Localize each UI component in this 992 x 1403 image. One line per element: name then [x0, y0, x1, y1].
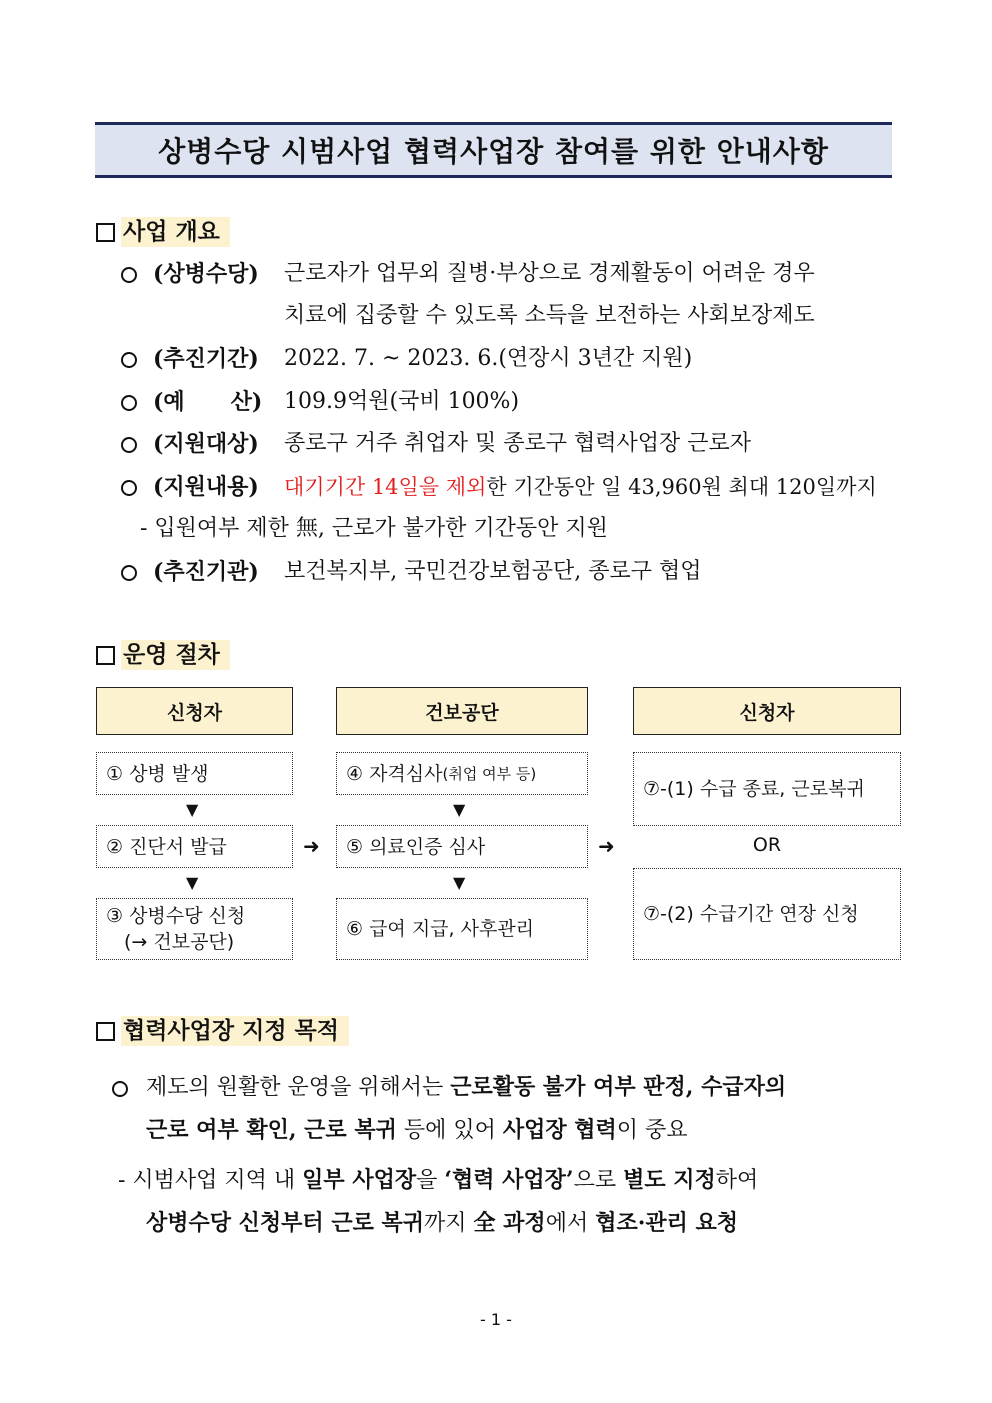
section-overview-heading — [96, 217, 230, 247]
flow-step-5: ⑤ 의료인증 심사 — [336, 825, 588, 868]
item-value: 종로구 거주 취업자 및 종로구 협력사업장 근로자 — [284, 431, 752, 456]
circle-bullet-icon — [121, 565, 137, 581]
flow-step-4-label: ④ 자격심사 — [346, 762, 443, 785]
bold-text: 사업장 협력 — [502, 1117, 617, 1143]
circle-bullet-icon — [121, 395, 137, 411]
text: - 시범사업 지역 내 — [118, 1168, 303, 1193]
flow-step-1: ① 상병 발생 — [96, 752, 293, 795]
flow-step-3-line1: ③ 상병수당 신청 — [106, 905, 246, 927]
section-label: 운영 절차 — [121, 640, 230, 670]
text: 등에 있어 — [396, 1118, 503, 1143]
flow-step-7-2: ⑦-(2) 수급기간 연장 신청 — [633, 868, 901, 960]
item-label: (지원대상) — [153, 431, 259, 457]
flow-step-2: ② 진단서 발급 — [96, 825, 293, 868]
section-label: 협력사업장 지정 목적 — [121, 1016, 349, 1046]
item-value — [284, 472, 877, 502]
checkbox-square-icon — [96, 646, 115, 665]
item-label: (상병수당) — [153, 261, 259, 287]
text: 으로 — [573, 1168, 624, 1193]
page-title: 상병수당 시범사업 협력사업장 참여를 위한 안내사항 — [95, 122, 892, 178]
flow-header-applicant-2: 신청자 — [633, 687, 901, 735]
flow-step-3 — [96, 898, 293, 960]
sub-note: - 입원여부 제한 無, 근로가 불가한 기간동안 지원 — [140, 516, 608, 541]
purpose-line-2 — [146, 1115, 688, 1146]
circle-bullet-icon — [121, 352, 137, 368]
bold-text: 협조·관리 요청 — [595, 1210, 739, 1236]
bold-text: 별도 지정 — [623, 1167, 716, 1193]
text: 에서 — [545, 1211, 596, 1236]
bold-text: 근로활동 불가 여부 판정, 수급자의 — [450, 1074, 787, 1100]
section-purpose-heading — [96, 1016, 349, 1046]
bold-text: 근로 여부 확인, 근로 복귀 — [146, 1117, 397, 1143]
highlight-red-text: 대기기간 14일을 제외 — [284, 475, 487, 499]
item-value: 109.9억원(국비 100%) — [284, 389, 520, 414]
section-procedure-heading — [96, 640, 230, 670]
item-value-cont: 치료에 집중할 수 있도록 소득을 보전하는 사회보장제도 — [284, 303, 815, 328]
flow-step-4 — [336, 752, 588, 795]
down-triangle-icon: ▼ — [186, 800, 199, 819]
section-label: 사업 개요 — [121, 217, 230, 247]
item-label: (지원내용) — [153, 474, 259, 500]
page-number: - 1 - — [480, 1310, 512, 1329]
text: 이 중요 — [616, 1118, 688, 1143]
flow-step-4-note: (취업 여부 등) — [442, 764, 537, 783]
item-label: (예 산) — [153, 389, 263, 415]
circle-bullet-icon — [121, 267, 137, 283]
down-triangle-icon: ▼ — [453, 873, 466, 892]
circle-bullet-icon — [121, 480, 137, 496]
purpose-line-4 — [146, 1208, 738, 1239]
checkbox-square-icon — [96, 223, 115, 242]
item-value: 근로자가 업무외 질병·부상으로 경제활동이 어려운 경우 — [284, 261, 815, 286]
purpose-line-3 — [118, 1165, 758, 1196]
text: 을 — [416, 1168, 445, 1193]
down-triangle-icon: ▼ — [453, 800, 466, 819]
flow-step-3-line2: (→ 건보공단) — [124, 931, 235, 953]
circle-bullet-icon — [112, 1081, 128, 1097]
flow-step-6: ⑥ 급여 지급, 사후관리 — [336, 898, 588, 960]
bold-text: 일부 사업장 — [302, 1167, 417, 1193]
bold-text: 상병수당 신청부터 근로 복귀 — [146, 1210, 425, 1236]
item-label: (추진기관) — [153, 559, 259, 585]
right-arrow-icon: ➜ — [303, 834, 320, 858]
bold-text: 全 과정 — [473, 1210, 546, 1236]
circle-bullet-icon — [121, 437, 137, 453]
right-arrow-icon: ➜ — [598, 834, 615, 858]
flow-step-7-1: ⑦-(1) 수급 종료, 근로복귀 — [633, 752, 901, 826]
or-label: OR — [752, 834, 782, 856]
item-label: (추진기간) — [153, 346, 259, 372]
purpose-line-1 — [146, 1072, 786, 1103]
down-triangle-icon: ▼ — [186, 873, 199, 892]
text: 하여 — [715, 1168, 759, 1193]
checkbox-square-icon — [96, 1022, 115, 1041]
text: 제도의 원활한 운영을 위해서는 — [146, 1075, 451, 1100]
text: 까지 — [424, 1211, 474, 1236]
item-value-rest: 한 기간동안 일 43,960원 최대 120일까지 — [486, 475, 877, 499]
bold-text: ‘협력 사업장’ — [444, 1167, 574, 1193]
item-value: 보건복지부, 국민건강보험공단, 종로구 협업 — [284, 559, 702, 584]
flow-header-applicant: 신청자 — [96, 687, 293, 735]
item-value: 2022. 7. ~ 2023. 6.(연장시 3년간 지원) — [284, 346, 693, 371]
flow-header-nhis: 건보공단 — [336, 687, 588, 735]
